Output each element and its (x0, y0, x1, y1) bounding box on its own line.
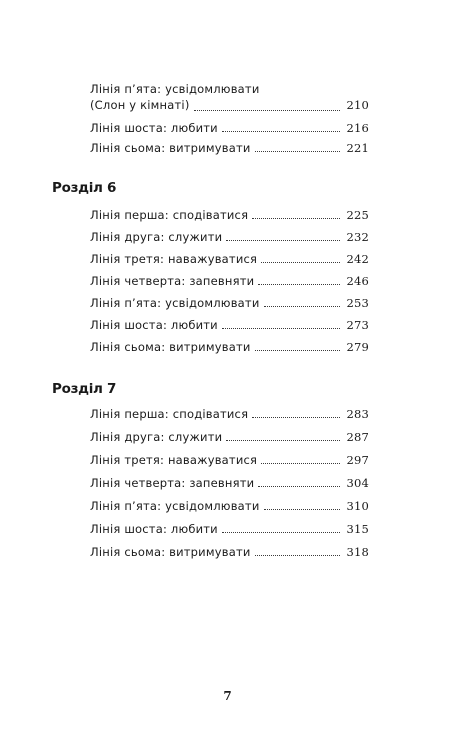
toc-entry-page: 216 (346, 121, 369, 135)
toc-entry-title: Лінія друга: служити (90, 230, 223, 244)
toc-entry-page: 242 (346, 252, 369, 266)
dot-leader (255, 555, 341, 556)
toc-entry-title: Лінія сьома: витримувати (90, 141, 251, 155)
toc-entry[interactable] (90, 230, 369, 247)
toc-entry[interactable] (90, 296, 369, 313)
toc-entry-title: Лінія п’ята: усвідомлювати (90, 296, 260, 310)
toc-entry-page: 297 (346, 453, 369, 467)
toc-entry-title: Лінія п’ята: усвідомлювати (90, 82, 260, 96)
toc-entry-title: Лінія четверта: запевняти (90, 274, 255, 288)
dot-leader (264, 306, 341, 307)
dot-leader (226, 440, 340, 441)
toc-entry[interactable] (90, 499, 369, 516)
dot-leader (261, 262, 340, 263)
toc-entry[interactable] (90, 430, 369, 447)
toc-entry-title: Лінія шоста: любити (90, 121, 218, 135)
toc-entry-page: 273 (346, 318, 369, 332)
toc-entry-title: Лінія шоста: любити (90, 318, 218, 332)
toc-entry-page: 210 (346, 98, 369, 112)
toc-entry-title: Лінія четверта: запевняти (90, 476, 255, 490)
toc-entry-page: 221 (346, 141, 369, 155)
toc-entry-title: Лінія п’ята: усвідомлювати (90, 499, 260, 513)
dot-leader (226, 240, 340, 241)
toc-entry-page: 225 (346, 208, 369, 222)
dot-leader (264, 509, 341, 510)
toc-entry-title: Лінія друга: служити (90, 430, 223, 444)
toc-entry-title: Лінія шоста: любити (90, 522, 218, 536)
toc-entry[interactable] (90, 407, 369, 424)
section-heading-6[interactable]: Розділ 6 (52, 180, 117, 196)
toc-entry-page: 279 (346, 340, 369, 354)
toc-entry[interactable] (90, 208, 369, 225)
toc-entry[interactable] (90, 453, 369, 470)
toc-entry-title-continued: (Слон у кімнаті) (90, 98, 190, 112)
toc-entry-page: 283 (346, 407, 369, 421)
toc-entry-page: 287 (346, 430, 369, 444)
dot-leader (258, 486, 340, 487)
toc-entry-title: Лінія третя: наважуватися (90, 453, 258, 467)
toc-entry-page: 318 (346, 545, 369, 559)
toc-entry[interactable] (90, 476, 369, 493)
toc-entry-page: 232 (346, 230, 369, 244)
dot-leader (252, 417, 340, 418)
toc-entry-page: 246 (346, 274, 369, 288)
toc-entry-title: Лінія перша: сподіватися (90, 208, 249, 222)
toc-entry-page: 310 (346, 499, 369, 513)
dot-leader (222, 131, 341, 132)
toc-entry[interactable] (90, 141, 369, 158)
dot-leader (255, 151, 341, 152)
toc-entry[interactable] (90, 318, 369, 335)
section-heading-7[interactable]: Розділ 7 (52, 381, 117, 397)
toc-entry[interactable] (90, 81, 369, 115)
dot-leader (222, 328, 341, 329)
toc-entry-title: Лінія сьома: витримувати (90, 340, 251, 354)
toc-entry-page: 315 (346, 522, 369, 536)
dot-leader (222, 532, 341, 533)
toc-entry[interactable] (90, 522, 369, 539)
dot-leader (261, 463, 340, 464)
toc-entry-title: Лінія перша: сподіватися (90, 407, 249, 421)
toc-entry[interactable] (90, 252, 369, 269)
page-number: 7 (223, 689, 232, 703)
toc-entry-page: 253 (346, 296, 369, 310)
toc-entry-title: Лінія сьома: витримувати (90, 545, 251, 559)
dot-leader (258, 284, 340, 285)
toc-entry[interactable] (90, 121, 369, 138)
toc-entry-title: Лінія третя: наважуватися (90, 252, 258, 266)
dot-leader (194, 110, 341, 111)
toc-entry[interactable] (90, 545, 369, 562)
dot-leader (255, 350, 341, 351)
dot-leader (252, 218, 340, 219)
toc-entry[interactable] (90, 274, 369, 291)
toc-entry-page: 304 (346, 476, 369, 490)
toc-entry[interactable] (90, 340, 369, 357)
